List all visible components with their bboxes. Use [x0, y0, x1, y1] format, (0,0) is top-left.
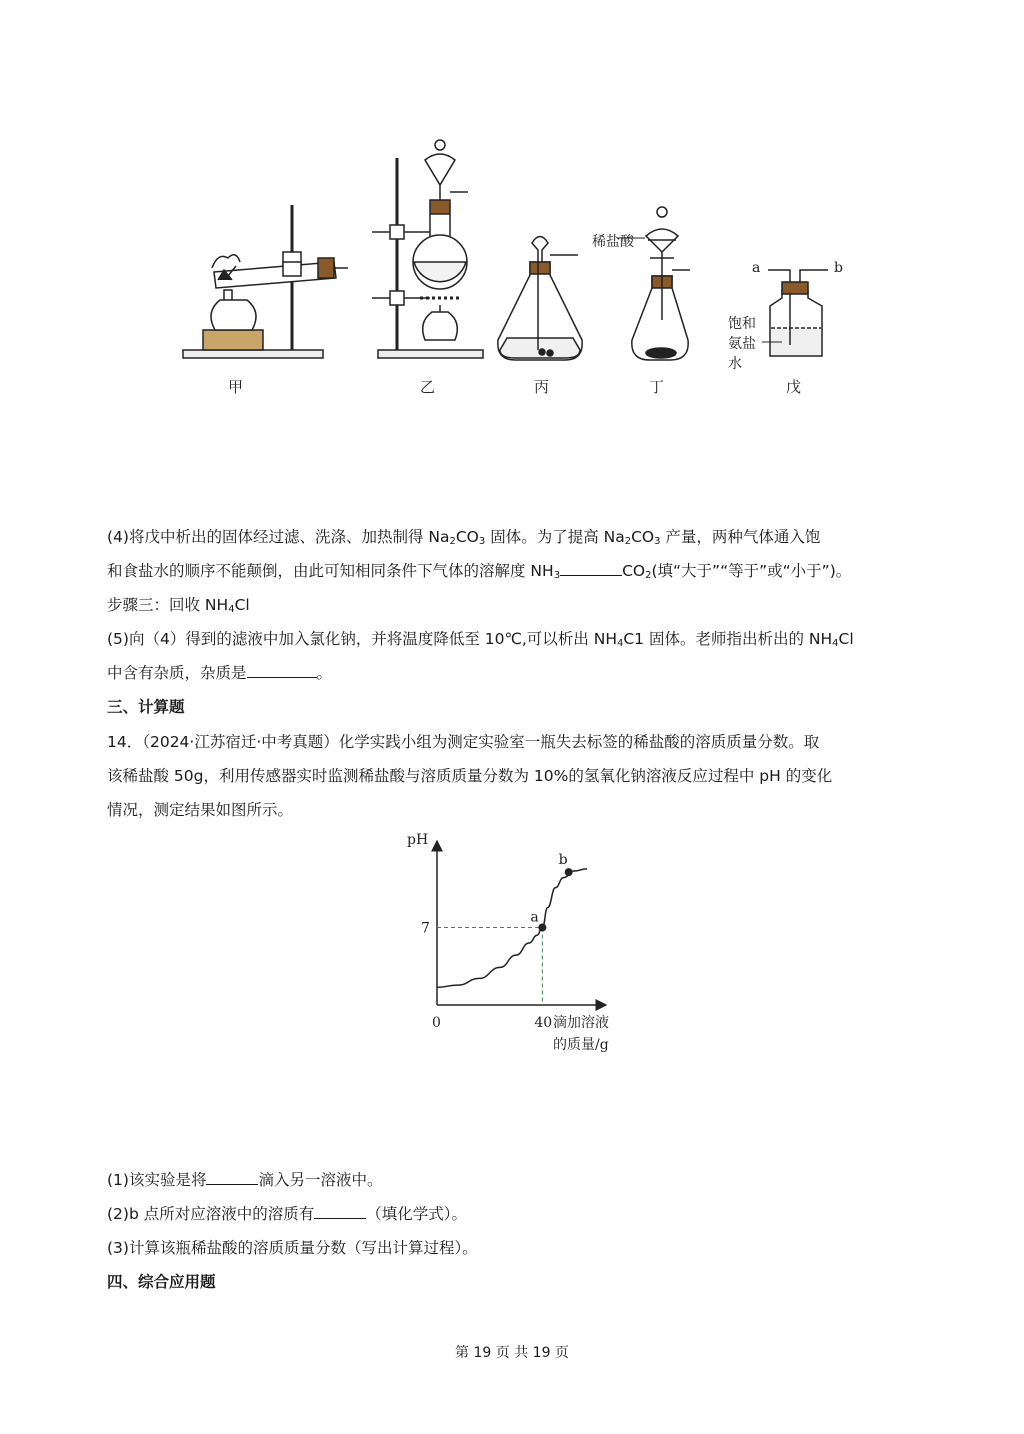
answer-blank-solubility[interactable] [560, 561, 622, 576]
q5-text: 中含有杂质，杂质是 [107, 664, 247, 682]
apparatus-ding [618, 207, 690, 360]
apparatus-jia [183, 205, 348, 358]
q14-part1-text: 滴入另一溶液中。 [258, 1171, 383, 1189]
point-b [565, 868, 573, 876]
wu-liquid-label [728, 314, 756, 374]
wu-liquid-line: 氨盐 [728, 336, 756, 352]
q4-text: CO [455, 528, 479, 546]
q4-text: (4)将戊中析出的固体经过滤、洗涤、加热制得 Na [107, 528, 450, 546]
q5-line1 [107, 628, 854, 650]
x-axis-label-line1: 滴加溶液 [553, 1015, 609, 1031]
step3-heading [107, 594, 250, 616]
q5-text: C1 固体。老师指出析出的 NH [623, 630, 833, 648]
subscript: 2 [449, 536, 456, 547]
step3-text: Cl [234, 596, 250, 614]
section-3-title: 三、计算题 [107, 698, 185, 716]
ph-chart [395, 820, 655, 1065]
wu-liquid-line: 饱和 [728, 316, 756, 332]
q14-part1-text: (1)该实验是将 [107, 1171, 207, 1189]
apparatus-wu [762, 270, 828, 356]
x-tick-label: 40 [534, 1015, 553, 1031]
q4-text: 和食盐水的顺序不能颠倒，由此可知相同条件下气体的溶解度 NH [107, 562, 554, 580]
subscript: 3 [553, 570, 561, 581]
x-axis-label-line2: 的质量/g [553, 1037, 609, 1053]
q4-text: 固体。为了提高 Na [485, 528, 625, 546]
apparatus-yi [372, 140, 483, 358]
q5-line2 [107, 662, 332, 684]
wu-tube-a-label: a [752, 260, 761, 276]
apparatus-label-jia: 甲 [228, 378, 244, 396]
q5-text: 。 [316, 664, 333, 682]
q5-text: (5)向（4）得到的滤液中加入氯化钠，并将温度降低至 10℃,可以析出 NH [107, 630, 617, 648]
subscript: 4 [832, 638, 839, 649]
section-4-title: 四、综合应用题 [107, 1273, 216, 1291]
apparatus-figure [0, 120, 1024, 410]
apparatus-label-bing: 丙 [534, 378, 550, 396]
subscript: 2 [624, 536, 632, 547]
q14-line3: 情况，测定结果如图所示。 [107, 801, 294, 819]
wu-tube-b-label: b [834, 260, 843, 276]
q14-line2: 该稀盐酸 50g，利用传感器实时监测稀盐酸与溶质质量分数为 10%的氢氧化钠溶液反应过程中 pH 的变化 [107, 767, 833, 785]
q14-part2-text: （填化学式）。 [366, 1205, 467, 1223]
apparatus-label-ding: 丁 [649, 378, 665, 396]
subscript: 4 [616, 638, 624, 649]
q14-part1 [107, 1169, 382, 1191]
q4-text: CO [622, 562, 646, 580]
q14-part3: (3)计算该瓶稀盐酸的溶质质量分数（写出计算过程）。 [107, 1239, 478, 1257]
origin-label: 0 [432, 1015, 441, 1031]
q4-text: CO [631, 528, 655, 546]
subscript: 3 [654, 536, 661, 547]
y-tick-label: 7 [421, 920, 430, 937]
answer-blank-impurity[interactable] [247, 663, 317, 678]
subscript: 3 [478, 536, 486, 547]
point-a [538, 924, 546, 932]
q14-part2 [107, 1203, 467, 1225]
q5-text: Cl [838, 630, 854, 648]
point-b-label: b [558, 852, 568, 869]
apparatus-label-yi: 乙 [420, 378, 436, 396]
page-footer: 第 19 页 共 19 页 [455, 1345, 569, 1361]
point-a-label: a [530, 909, 539, 926]
answer-blank-solutes[interactable] [314, 1204, 366, 1219]
answer-blank-titrant[interactable] [206, 1170, 258, 1185]
q4-text: 产量，两种气体通入饱 [660, 528, 821, 546]
ding-funnel-label: 稀盐酸 [592, 234, 634, 250]
q4-line2 [107, 560, 851, 582]
apparatus-bing [498, 237, 582, 361]
subscript: 4 [228, 604, 235, 615]
subscript: 2 [645, 570, 652, 581]
q14-line1: 14．（2024·江苏宿迁·中考真题）化学实践小组为测定实验室一瓶失去标签的稀盐酸的溶质质量分数。取 [107, 733, 820, 751]
q4-text: (填“大于”“等于”或“小于”)。 [651, 562, 852, 580]
ph-curve [437, 869, 587, 987]
apparatus-label-wu: 戊 [786, 378, 802, 396]
q14-part2-text: (2)b 点所对应溶液中的溶质有 [107, 1205, 315, 1223]
step3-text: 步骤三：回收 NH [107, 596, 229, 614]
q4-line1 [107, 526, 820, 548]
y-axis-label: pH [407, 832, 429, 848]
wu-liquid-line: 水 [728, 356, 742, 372]
